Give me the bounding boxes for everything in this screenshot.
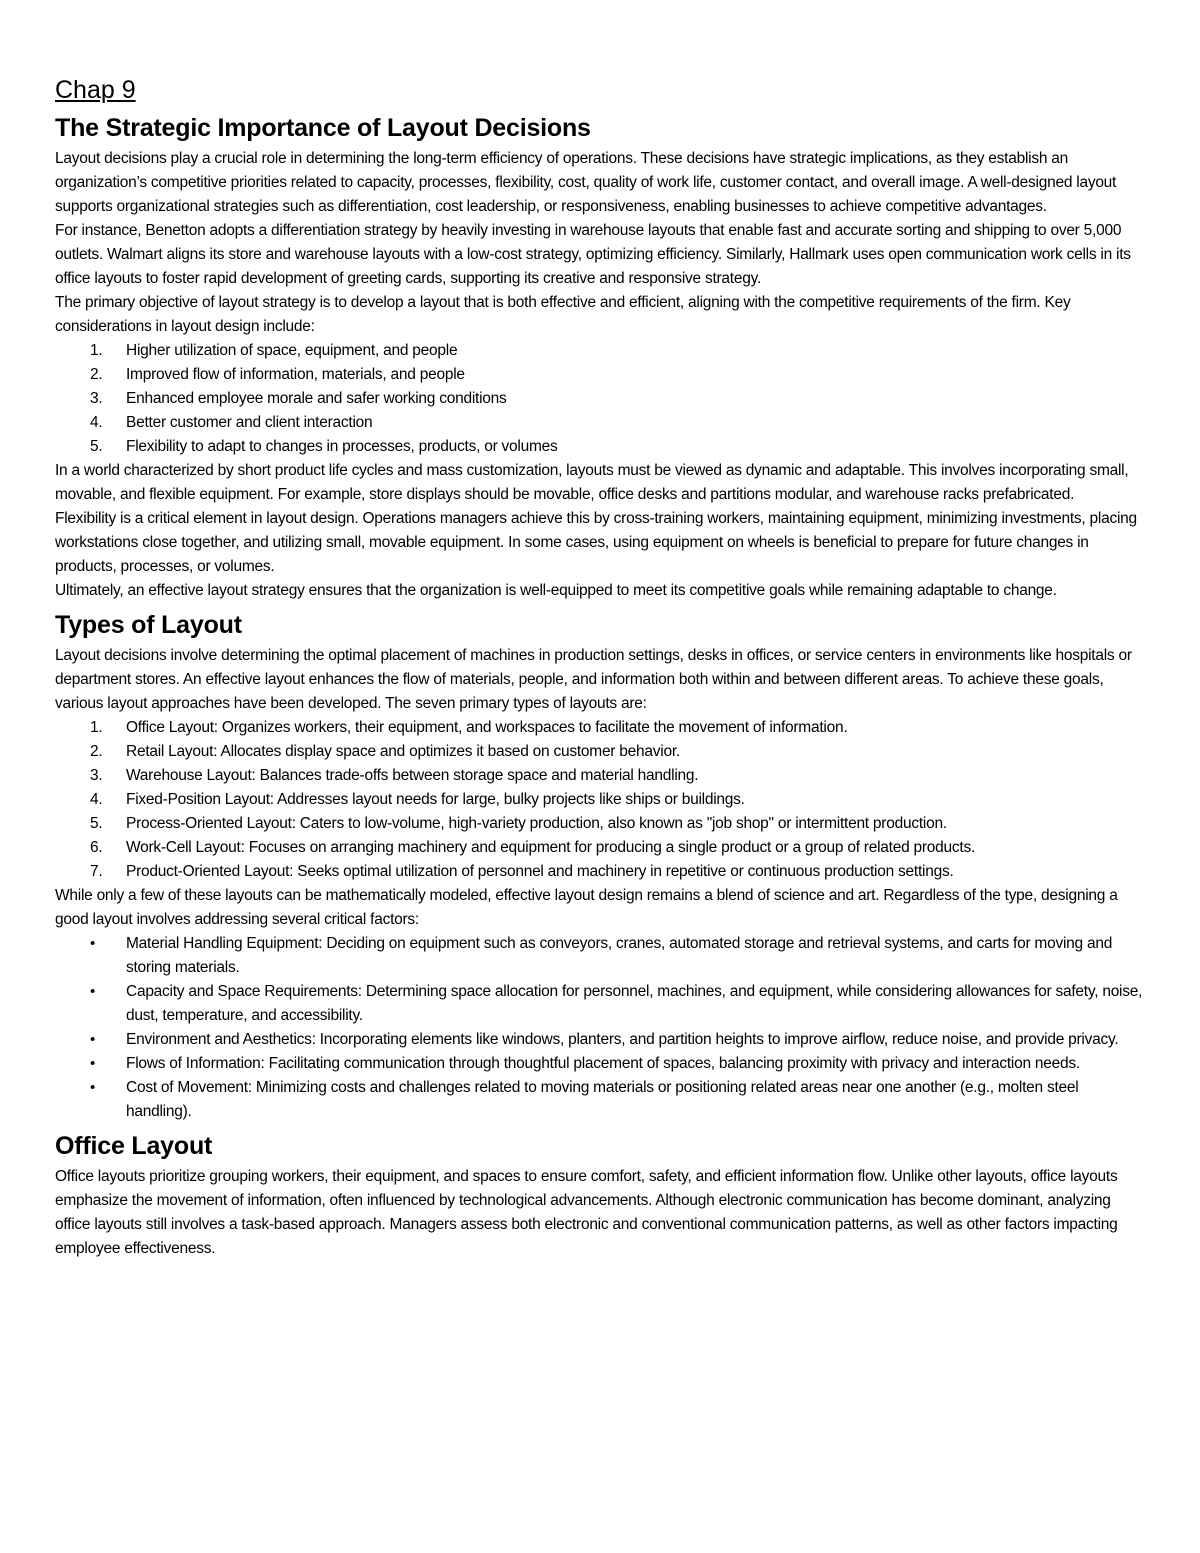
list-item bbox=[55, 836, 1145, 860]
list-item-text: Better customer and client interaction bbox=[126, 414, 373, 431]
document-page bbox=[55, 72, 1145, 1261]
list-item-text: Flexibility to adapt to changes in processes, products, or volumes bbox=[126, 438, 558, 455]
paragraph: While only a few of these layouts can be mathematically modeled, effective layout design remains a blend of science and art. Regardless of the type, designing a good layout involves addressing several critical factors: bbox=[55, 887, 1118, 928]
list-item-text: Retail Layout: Allocates display space and optimizes it based on customer behavior. bbox=[126, 743, 680, 760]
list-item bbox=[55, 1052, 1145, 1076]
list-number: 1. bbox=[90, 719, 103, 736]
list-number: 3. bbox=[90, 767, 103, 784]
section-heading-types-of-layout: Types of Layout bbox=[55, 611, 242, 639]
list-item bbox=[55, 860, 1145, 884]
list-item bbox=[55, 411, 1145, 435]
bullet-icon: • bbox=[90, 983, 96, 1000]
list-number: 5. bbox=[90, 438, 103, 455]
paragraph: In a world characterized by short product life cycles and mass customization, layouts must be viewed as dynamic and adaptable. This involves incorporating small, movable, and flexible equipment. For example, store displays should be movable, office desks and partitions modular, and warehouse racks prefabricated. bbox=[55, 462, 1129, 503]
list-item bbox=[55, 435, 1145, 459]
list-number: 3. bbox=[90, 390, 103, 407]
list-item bbox=[55, 740, 1145, 764]
paragraph: For instance, Benetton adopts a differentiation strategy by heavily investing in warehouse layouts that enable fast and accurate sorting and shipping to over 5,000 outlets. Walmart aligns its store and warehouse layouts with a low-cost strategy, optimizing efficiency. Similarly, Hallmark uses open communication work cells in its office layouts to foster rapid development of greeting cards, supporting its creative and responsive strategy. bbox=[55, 222, 1131, 287]
paragraph: Layout decisions play a crucial role in determining the long-term efficiency of operations. These decisions have strategic implications, as they establish an organization’s competitive priorities related to capacity, processes, flexibility, cost, quality of work life, customer contact, and overall image. A well-designed layout supports organizational strategies such as differentiation, cost leadership, or responsiveness, enabling businesses to achieve competitive advantages. bbox=[55, 150, 1117, 215]
section-heading-office-layout: Office Layout bbox=[55, 1132, 213, 1160]
list-number: 5. bbox=[90, 815, 103, 832]
list-item bbox=[55, 932, 1145, 980]
list-number: 2. bbox=[90, 366, 103, 383]
list-item bbox=[55, 788, 1145, 812]
list-item-text: Improved flow of information, materials, and people bbox=[126, 366, 465, 383]
list-number: 4. bbox=[90, 791, 103, 808]
list-item-text: Process-Oriented Layout: Caters to low-volume, high-variety production, also known as "job shop" or intermittent production. bbox=[126, 815, 947, 832]
list-item-text: Flows of Information: Facilitating communication through thoughtful placement of spaces, balancing proximity with privacy and interaction needs. bbox=[126, 1055, 1080, 1072]
list-item bbox=[55, 387, 1145, 411]
list-item-text: Enhanced employee morale and safer working conditions bbox=[126, 390, 507, 407]
list-item bbox=[55, 1028, 1145, 1052]
list-item bbox=[55, 339, 1145, 363]
list-item bbox=[55, 363, 1145, 387]
paragraph: Office layouts prioritize grouping workers, their equipment, and spaces to ensure comfort, safety, and efficient information flow. Unlike other layouts, office layouts emphasize the movement of information, often influenced by technological advancements. Although electronic communication has become dominant, analyzing office layouts still involves a task-based approach. Managers assess both electronic and conventional communication patterns, as well as other factors impacting employee effectiveness. bbox=[55, 1168, 1118, 1257]
list-number: 6. bbox=[90, 839, 103, 856]
paragraph: Layout decisions involve determining the optimal placement of machines in production settings, desks in offices, or service centers in environments like hospitals or department stores. An effective layout enhances the flow of materials, people, and information both within and between different areas. To achieve these goals, various layout approaches have been developed. The seven primary types of layouts are: bbox=[55, 647, 1132, 712]
list-item-text: Higher utilization of space, equipment, and people bbox=[126, 342, 458, 359]
chapter-label: Chap 9 bbox=[55, 76, 136, 104]
considerations-list bbox=[55, 339, 1145, 459]
list-item-text: Material Handling Equipment: Deciding on equipment such as conveyors, cranes, automated storage and retrieval systems, and carts for moving and storing materials. bbox=[126, 935, 1113, 976]
list-number: 4. bbox=[90, 414, 103, 431]
list-item bbox=[55, 764, 1145, 788]
paragraph: Flexibility is a critical element in layout design. Operations managers achieve this by cross-training workers, maintaining equipment, minimizing investments, placing workstations close together, and utilizing small, movable equipment. In some cases, using equipment on wheels is beneficial to prepare for future changes in products, processes, or volumes. bbox=[55, 510, 1137, 575]
list-item-text: Warehouse Layout: Balances trade-offs between storage space and material handling. bbox=[126, 767, 699, 784]
list-item-text: Environment and Aesthetics: Incorporating elements like windows, planters, and partition heights to improve airflow, reduce noise, and provide privacy. bbox=[126, 1031, 1119, 1048]
bullet-icon: • bbox=[90, 935, 96, 952]
list-item bbox=[55, 812, 1145, 836]
layout-types-list bbox=[55, 716, 1145, 884]
bullet-icon: • bbox=[90, 1079, 96, 1096]
list-item bbox=[55, 716, 1145, 740]
list-item-text: Capacity and Space Requirements: Determining space allocation for personnel, machines, and equipment, while considering allowances for safety, noise, dust, temperature, and accessibility. bbox=[126, 983, 1143, 1024]
list-item bbox=[55, 1076, 1145, 1124]
list-number: 2. bbox=[90, 743, 103, 760]
paragraph: Ultimately, an effective layout strategy ensures that the organization is well-equipped to meet its competitive goals while remaining adaptable to change. bbox=[55, 582, 1057, 599]
list-item-text: Product-Oriented Layout: Seeks optimal utilization of personnel and machinery in repetitive or continuous production settings. bbox=[126, 863, 954, 880]
list-item-text: Cost of Movement: Minimizing costs and challenges related to moving materials or positioning related areas near one another (e.g., molten steel handling). bbox=[126, 1079, 1079, 1120]
list-item-text: Office Layout: Organizes workers, their equipment, and workspaces to facilitate the movement of information. bbox=[126, 719, 848, 736]
bullet-icon: • bbox=[90, 1055, 96, 1072]
bullet-icon: • bbox=[90, 1031, 96, 1048]
list-item bbox=[55, 980, 1145, 1028]
list-item-text: Fixed-Position Layout: Addresses layout needs for large, bulky projects like ships or buildings. bbox=[126, 791, 745, 808]
section-heading-strategic-importance: The Strategic Importance of Layout Decisions bbox=[55, 114, 591, 142]
list-number: 1. bbox=[90, 342, 103, 359]
critical-factors-list bbox=[55, 932, 1145, 1124]
list-item-text: Work-Cell Layout: Focuses on arranging machinery and equipment for producing a single product or a group of related products. bbox=[126, 839, 976, 856]
list-number: 7. bbox=[90, 863, 103, 880]
paragraph: The primary objective of layout strategy is to develop a layout that is both effective and efficient, aligning with the competitive requirements of the firm. Key considerations in layout design include: bbox=[55, 294, 1071, 335]
